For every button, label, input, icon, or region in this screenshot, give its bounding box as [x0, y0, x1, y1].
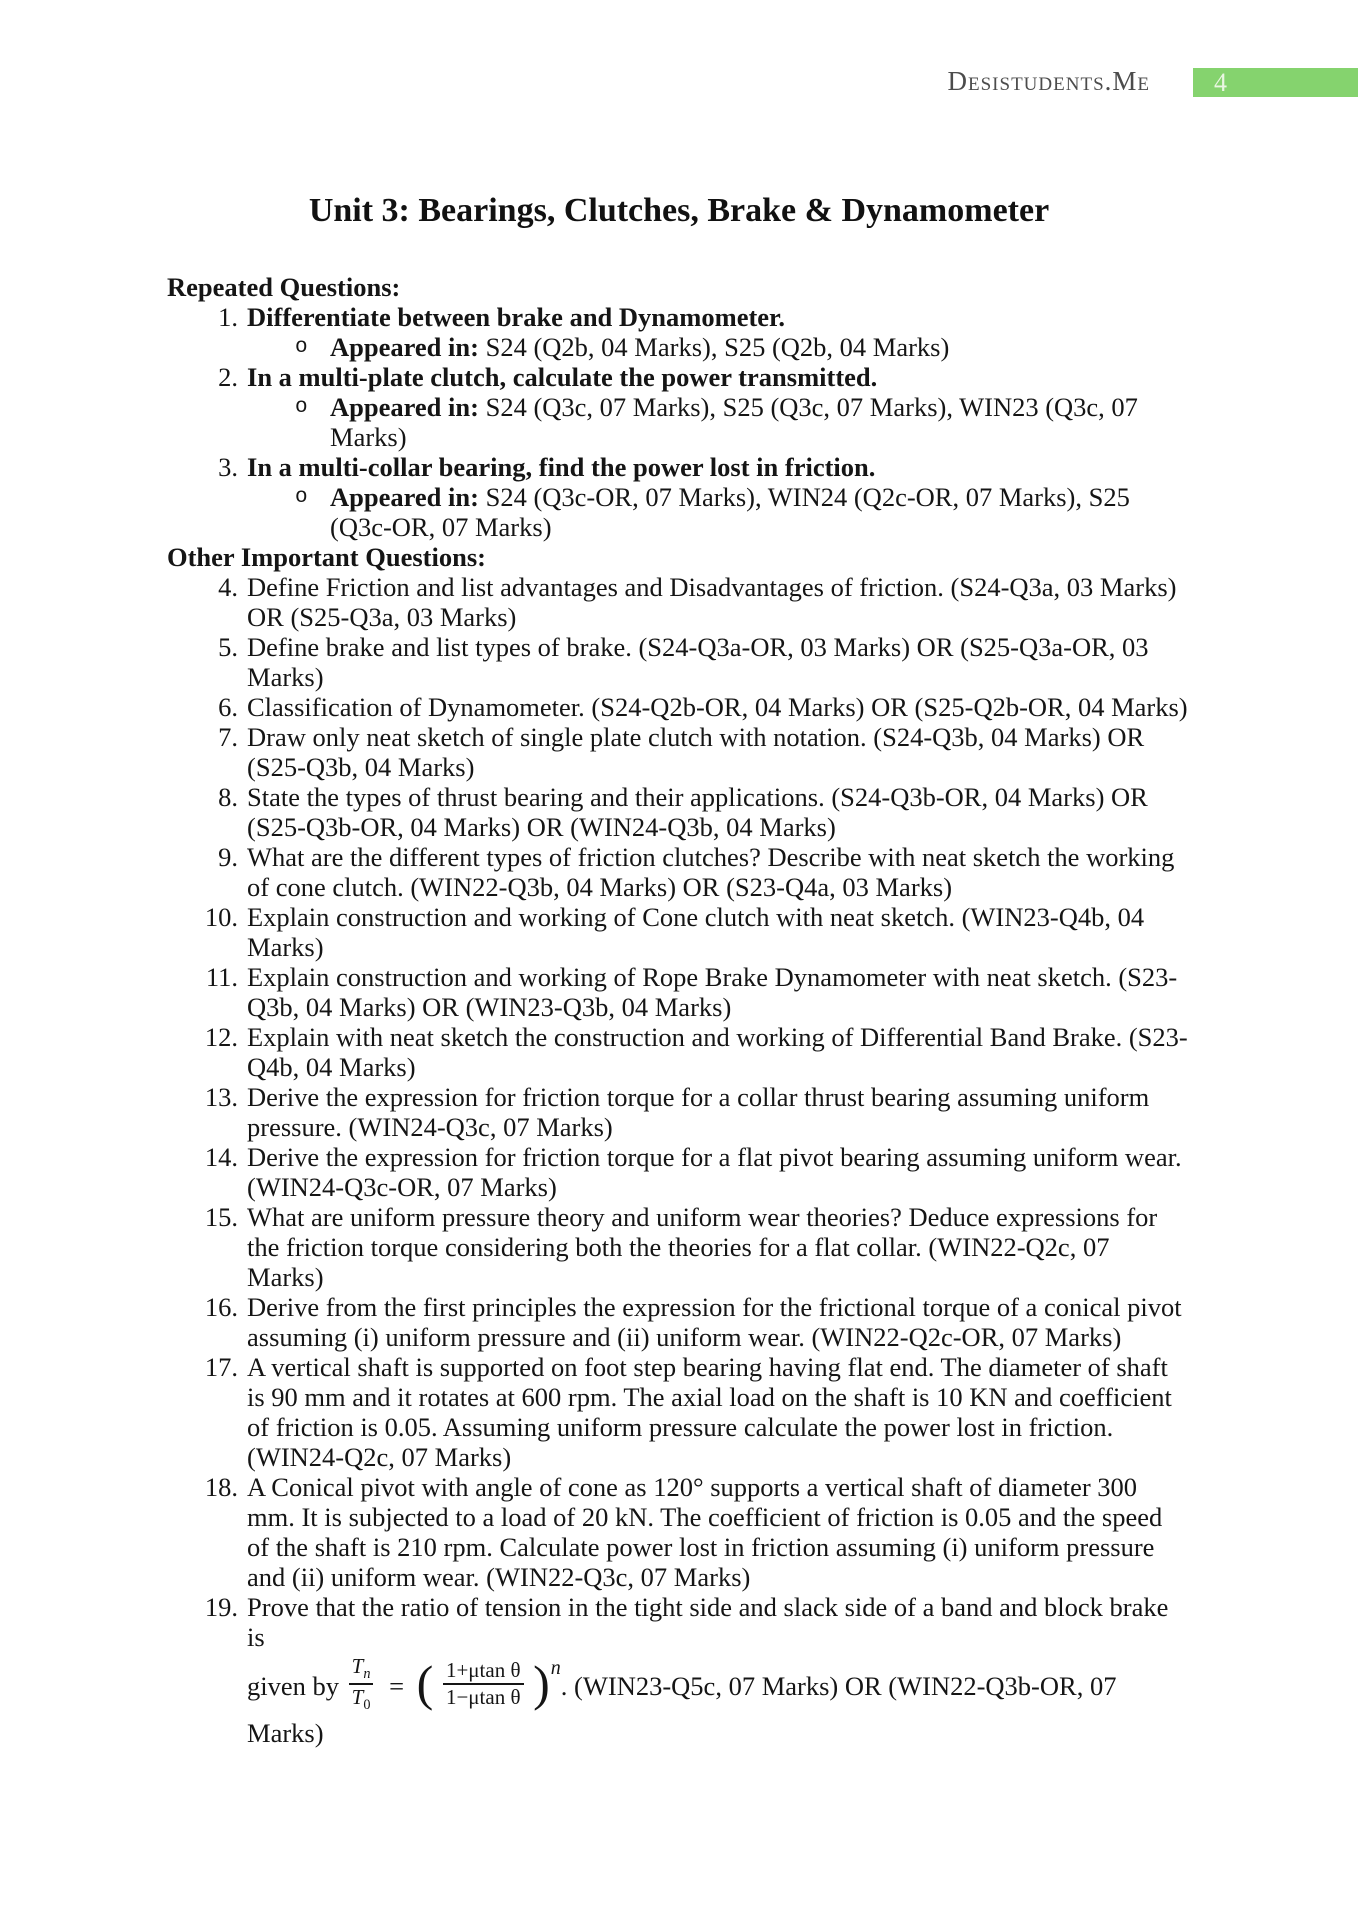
item-number: 4.: [218, 572, 238, 602]
item-number: 15.: [204, 1202, 238, 1232]
question-text: Derive the expression for friction torque for a collar thrust bearing assuming uniform pressure. (WIN24-Q3c, 07 Marks): [247, 1082, 1150, 1142]
page-number-badge: [1193, 68, 1358, 97]
question-item-16: [167, 1292, 1190, 1352]
question-item-13: [167, 1082, 1190, 1142]
item-number: 1.: [218, 302, 238, 332]
open-paren: (: [416, 1655, 434, 1712]
repeated-questions-heading: Repeated Questions:: [167, 272, 401, 302]
fraction-rhs: $\frac{\text{1+μtan θ}}{\text{1−μtan θ}}$: [443, 1659, 524, 1710]
question-item-4: [167, 572, 1190, 632]
item-number: 6.: [218, 692, 238, 722]
question-text: Derive from the first principles the expression for the frictional torque of a conical pivot assuming (i) uniform pressure and (ii) uniform wear. (WIN22-Q2c-OR, 07 Marks): [247, 1292, 1182, 1352]
appeared-label: Appeared in:: [330, 392, 479, 422]
item-number: 17.: [204, 1352, 238, 1382]
close-paren: ): [533, 1655, 550, 1712]
item-number: 9.: [218, 842, 238, 872]
item-number: 14.: [204, 1142, 238, 1172]
page-title: Unit 3: Bearings, Clutches, Brake & Dynamometer: [308, 192, 1050, 229]
question-text: Explain with neat sketch the construction and working of Differential Band Brake. (S23-Q4b, 04 Marks): [247, 1022, 1188, 1082]
question-text: Draw only neat sketch of single plate clutch with notation. (S24-Q3b, 04 Marks) OR (S25-Q3b, 04 Marks): [247, 722, 1145, 782]
appeared-text: S24 (Q3c-OR, 07 Marks), WIN24 (Q2c-OR, 07 Marks), S25 (Q3c-OR, 07 Marks): [330, 482, 1130, 542]
appeared-label: Appeared in:: [330, 332, 479, 362]
question-text: State the types of thrust bearing and their applications. (S24-Q3b-OR, 04 Marks) OR (S25-Q3b-OR, 04 Marks) OR (WIN24-Q3b, 04 Marks): [247, 782, 1148, 842]
exponent-n: n: [550, 1657, 561, 1680]
appeared-line: [247, 332, 1190, 362]
question-text: Define brake and list types of brake. (S24-Q3a-OR, 03 Marks) OR (S25-Q3a-OR, 03 Marks): [247, 632, 1149, 692]
site-watermark: Desistudents.Me: [947, 66, 1150, 96]
question-text: Define Friction and list advantages and Disadvantages of friction. (S24-Q3a, 03 Marks) OR (S25-Q3a, 03 Marks): [247, 572, 1177, 632]
formula-period: .: [560, 1671, 568, 1702]
marks-reference: (WIN23-Q5c, 07 Marks) OR (WIN22-Q3b-OR, 07 Marks): [247, 1671, 1117, 1749]
appeared-line: [247, 482, 1190, 542]
document-body: [167, 272, 1190, 1755]
question-item-17: [167, 1352, 1190, 1472]
question-item-7: [167, 722, 1190, 782]
question-item-19: [167, 1592, 1190, 1755]
circle-bullet-icon: o: [295, 486, 308, 509]
question-text: In a multi-plate clutch, calculate the power transmitted.: [247, 362, 878, 392]
appeared-text: S24 (Q2b, 04 Marks), S25 (Q2b, 04 Marks): [485, 332, 950, 362]
question-text: Prove that the ratio of tension in the tight side and slack side of a band and block brake is: [247, 1592, 1169, 1652]
question-text: In a multi-collar bearing, find the power lost in friction.: [247, 452, 876, 482]
question-text: What are uniform pressure theory and uniform wear theories? Deduce expressions for the friction torque considering both the theories for a flat collar. (WIN22-Q2c, 07 Marks): [247, 1202, 1158, 1292]
circle-bullet-icon: o: [295, 396, 308, 419]
item-number: 16.: [204, 1292, 238, 1322]
item-number: 11.: [205, 962, 238, 992]
appeared-text: S24 (Q3c, 07 Marks), S25 (Q3c, 07 Marks), WIN23 (Q3c, 07 Marks): [330, 392, 1138, 452]
question-text: A Conical pivot with angle of cone as 120° supports a vertical shaft of diameter 300 mm. It is subjected to a load of 20 kN. The coefficient of friction is 0.05 and the speed of the shaft is 210 rpm. Calculate power lost in friction assuming (i) uniform pressure and (ii) uniform wear. (WIN22-Q3c, 07 Marks): [247, 1472, 1163, 1592]
appeared-line: [247, 392, 1190, 452]
item-number: 13.: [204, 1082, 238, 1112]
item-number: 18.: [204, 1472, 238, 1502]
question-item-5: [167, 632, 1190, 692]
question-item-8: [167, 782, 1190, 842]
question-text: What are the different types of friction clutches? Describe with neat sketch the working of cone clutch. (WIN22-Q3b, 04 Marks) OR (S23-Q4a, 03 Marks): [247, 842, 1175, 902]
question-text: Explain construction and working of Cone clutch with neat sketch. (WIN23-Q4b, 04 Marks): [247, 902, 1145, 962]
page-header: [0, 64, 1358, 98]
item-number: 19.: [204, 1592, 238, 1622]
appeared-label: Appeared in:: [330, 482, 479, 512]
question-item-9: [167, 842, 1190, 902]
question-item-12: [167, 1022, 1190, 1082]
question-text: Explain construction and working of Rope Brake Dynamometer with neat sketch. (S23-Q3b, 04 Marks) OR (WIN23-Q3b, 04 Marks): [247, 962, 1178, 1022]
page-number: 4: [1214, 68, 1227, 97]
question-item-6: [167, 692, 1190, 722]
item-number: 8.: [218, 782, 238, 812]
item-number: 7.: [218, 722, 238, 752]
question-item-3: [167, 452, 1190, 542]
question-item-11: [167, 962, 1190, 1022]
question-text: Differentiate between brake and Dynamometer.: [247, 302, 785, 332]
item-number: 2.: [218, 362, 238, 392]
question-item-14: [167, 1142, 1190, 1202]
question-item-2: [167, 362, 1190, 452]
question-text: Derive the expression for friction torque for a flat pivot bearing assuming uniform wear. (WIN24-Q3c-OR, 07 Marks): [247, 1142, 1182, 1202]
item-number: 10.: [204, 902, 238, 932]
question-item-1: [167, 302, 1190, 362]
item-number: 12.: [204, 1022, 238, 1052]
question-text: A vertical shaft is supported on foot step bearing having flat end. The diameter of shaft is 90 mm and it rotates at 600 rpm. The axial load on the shaft is 10 KN and coefficient of friction is 0.05. Assuming uniform pressure calculate the power lost in friction. (WIN24-Q2c, 07 Marks): [247, 1352, 1172, 1472]
given-by-text: given by: [247, 1671, 339, 1702]
question-text: Classification of Dynamometer. (S24-Q2b-OR, 04 Marks) OR (S25-Q2b-OR, 04 Marks): [247, 692, 1188, 722]
other-questions-heading: Other Important Questions:: [167, 542, 486, 572]
question-item-18: [167, 1472, 1190, 1592]
circle-bullet-icon: o: [295, 336, 308, 359]
item-number: 3.: [218, 452, 238, 482]
question-item-15: [167, 1202, 1190, 1292]
item-number: 5.: [218, 632, 238, 662]
fraction-lhs: $\frac{T_n}{T_0}$: [349, 1655, 374, 1713]
equals-sign: =: [389, 1671, 405, 1702]
question-item-10: [167, 902, 1190, 962]
tension-ratio-formula-line: [247, 1652, 1190, 1755]
